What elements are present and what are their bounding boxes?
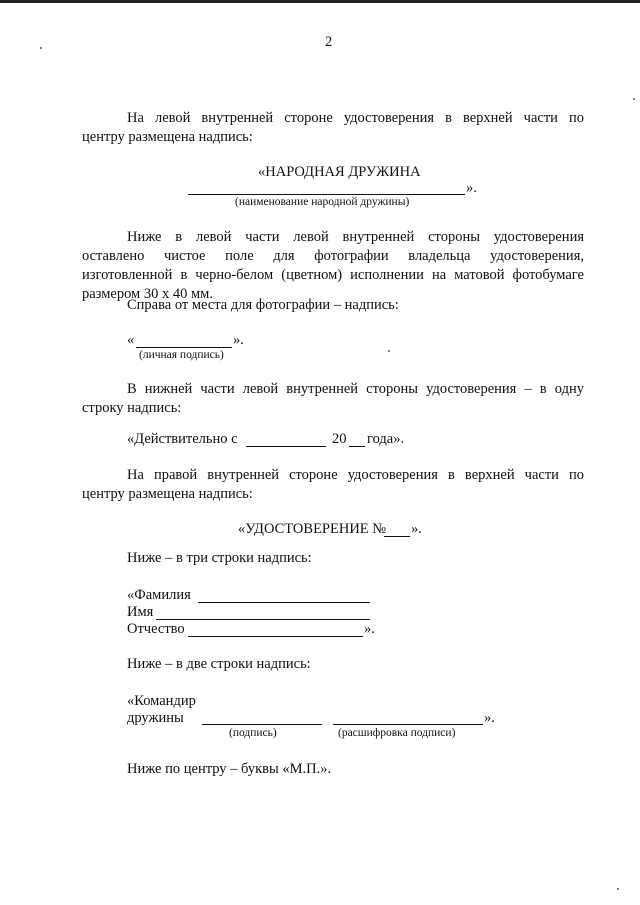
druzhina-name-blank — [188, 194, 465, 195]
page-number: 2 — [325, 34, 333, 50]
scan-speck — [388, 350, 390, 352]
signature-blank — [136, 347, 232, 348]
patronymic-blank — [188, 636, 363, 637]
para1-line1: На левой внутренней стороне удостоверения в верхней части по — [127, 110, 584, 126]
para8: Ниже по центру – буквы «М.П.». — [127, 761, 332, 777]
para5-line2: центру размещена надпись: — [82, 486, 253, 502]
commander-line1: «Командир — [127, 693, 196, 709]
signature-open: « — [127, 332, 135, 348]
certificate-label: «УДОСТОВЕРЕНИЕ № — [238, 521, 387, 537]
patronymic-label: Отчество — [127, 621, 185, 637]
valid-year-prefix: 20 — [332, 431, 347, 447]
signature-caption: (личная подпись) — [139, 349, 224, 361]
para2-line3: изготовленной в черно-белом (цветном) исполнении на матовой фотобумаге — [82, 267, 584, 283]
scan-speck — [633, 98, 635, 100]
para4-line2: строку надпись: — [82, 400, 182, 416]
scan-speck — [617, 888, 619, 890]
valid-year-blank — [349, 446, 365, 447]
para1-line2: центру размещена надпись: — [82, 129, 253, 145]
name-label: Имя — [127, 604, 154, 620]
para4-line1: В нижней части левой внутренней стороны удостоверения – в одну — [127, 381, 584, 397]
para3: Справа от места для фотографии – надпись: — [127, 297, 399, 313]
commander-sign-blank — [202, 724, 322, 725]
valid-date-blank — [246, 446, 326, 447]
para2-line2: оставлено чистое поле для фотографии владельца удостоверения, — [82, 248, 584, 264]
valid-suffix: года». — [367, 431, 405, 447]
commander-decode-caption: (расшифровка подписи) — [338, 727, 456, 739]
para2-line4: размером 30 х 40 мм. — [82, 286, 213, 302]
valid-prefix: «Действительно с — [127, 431, 238, 447]
para2-line1: Ниже в левой части левой внутренней стороны удостоверения — [127, 229, 584, 245]
name-blank — [156, 619, 370, 620]
certificate-number-blank — [384, 536, 410, 537]
druzhina-title: «НАРОДНАЯ ДРУЖИНА — [258, 164, 421, 180]
signature-close: ». — [233, 332, 244, 348]
surname-blank — [198, 602, 370, 603]
commander-sign-caption: (подпись) — [229, 727, 277, 739]
druzhina-closing: ». — [466, 180, 477, 196]
commander-close: ». — [484, 710, 495, 726]
para6: Ниже – в три строки надпись: — [127, 550, 312, 566]
commander-decode-blank — [333, 724, 483, 725]
para7: Ниже – в две строки надпись: — [127, 656, 311, 672]
scan-top-border — [0, 0, 640, 3]
scan-speck — [40, 47, 42, 49]
surname-label: «Фамилия — [127, 587, 191, 603]
certificate-close: ». — [411, 521, 422, 537]
commander-line2: дружины — [127, 710, 184, 726]
para5-line1: На правой внутренней стороне удостоверения в верхней части по — [127, 467, 584, 483]
druzhina-caption: (наименование народной дружины) — [235, 196, 410, 208]
fio-close: ». — [364, 621, 375, 637]
